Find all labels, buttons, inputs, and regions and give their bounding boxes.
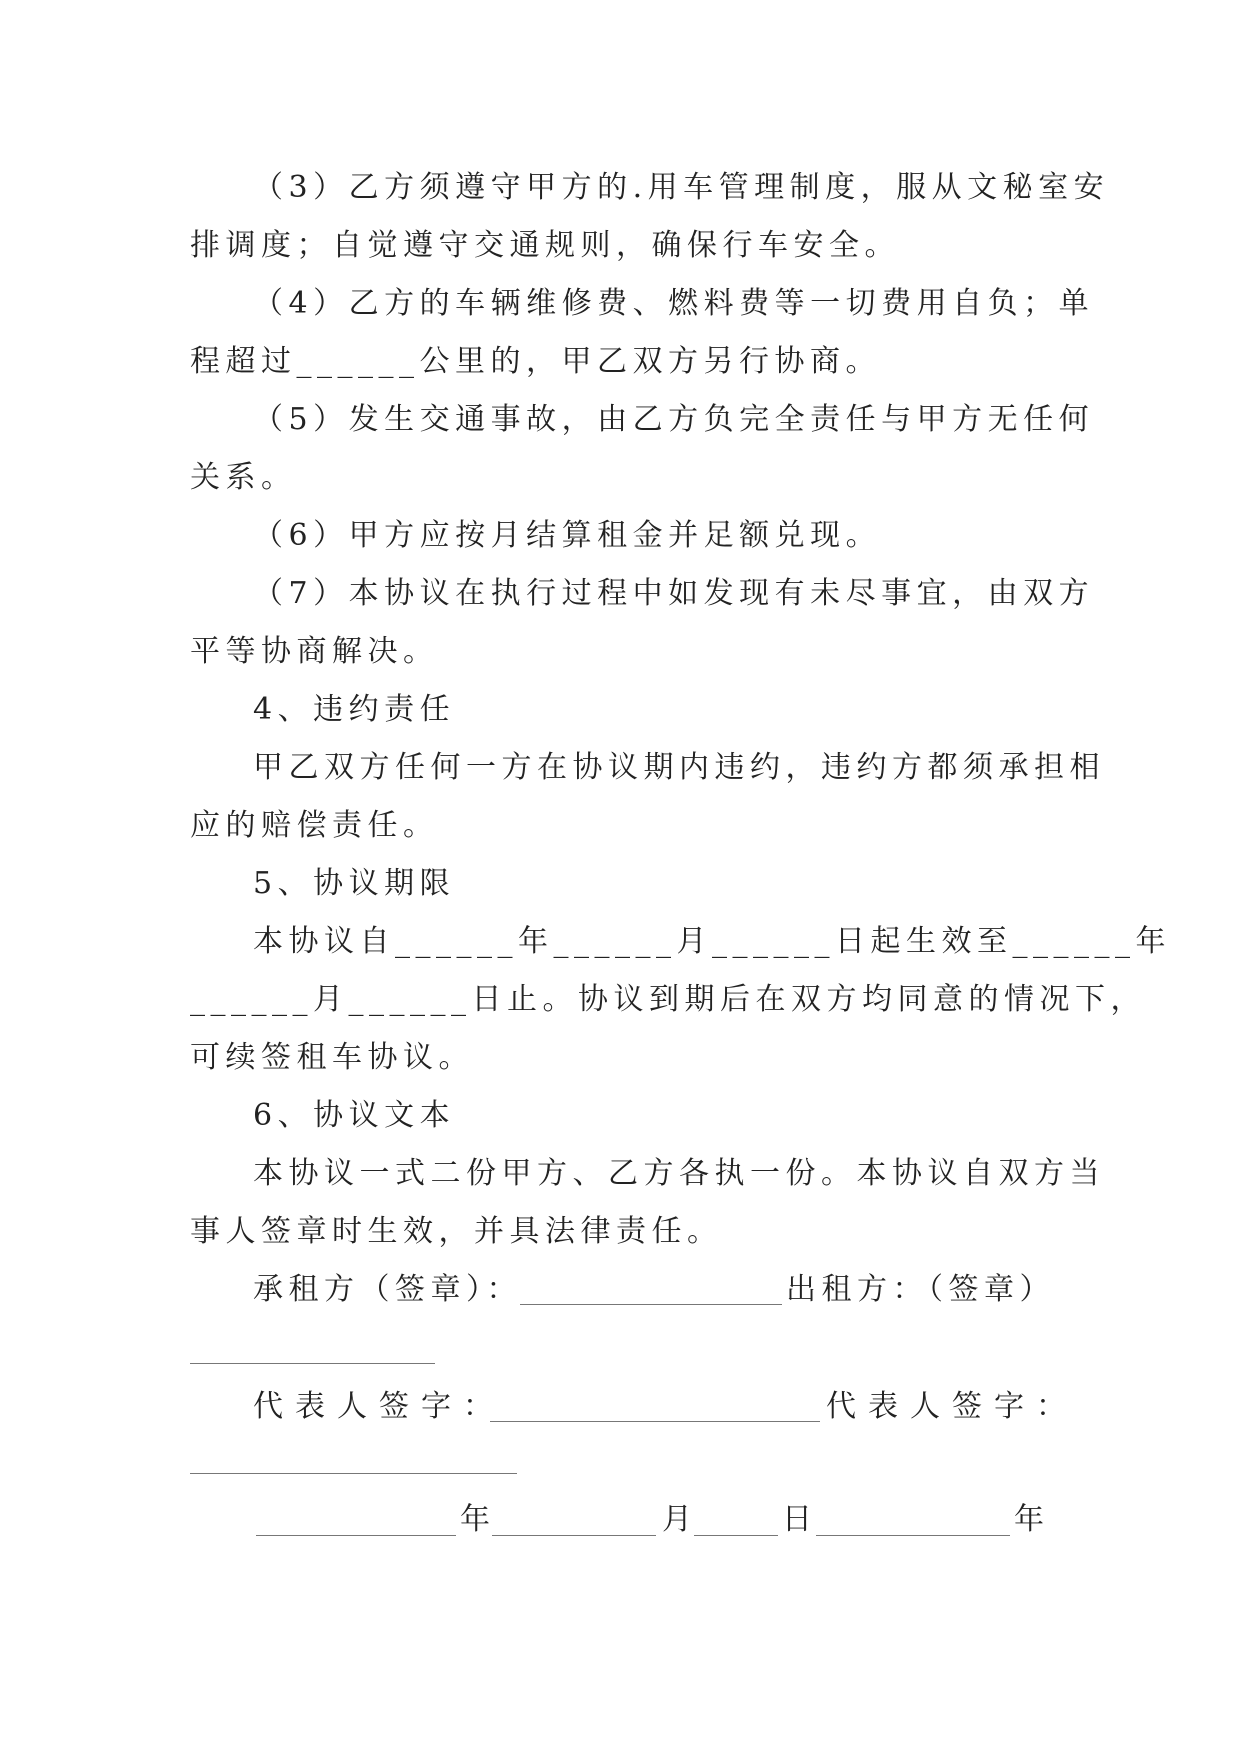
text-line-1: 本协议一式二份甲方、乙方各执一份。本协议自双方当: [253, 1156, 1105, 1191]
lessee-signature-line: [520, 1304, 782, 1305]
rep-label-right: 代表人签字：: [826, 1389, 1078, 1424]
day-label: 日: [782, 1502, 818, 1537]
item-3-line-1: （3）乙方须遵守甲方的.用车管理制度，服从文秘室安: [253, 170, 1110, 205]
year-blank-line: [256, 1535, 456, 1536]
year-label: 年: [460, 1502, 496, 1537]
rep-left-signature-line: [490, 1421, 820, 1422]
item-4-line-2: 程超过______公里的，甲乙双方另行协商。: [190, 344, 881, 379]
lessee-label: 承租方（签章）：: [253, 1272, 522, 1307]
text-heading: 6、协议文本: [253, 1098, 456, 1133]
breach-line-2: 应的赔偿责任。: [190, 808, 439, 843]
term-line-3: 可续签租车协议。: [190, 1040, 474, 1075]
item-7-line-2: 平等协商解决。: [190, 634, 439, 669]
year2-blank-line: [816, 1535, 1010, 1536]
breach-heading: 4、违约责任: [253, 692, 456, 727]
item-4-line-1: （4）乙方的车辆维修费、燃料费等一切费用自负；单: [253, 286, 1095, 321]
year2-label: 年: [1014, 1502, 1050, 1537]
rep-right-signature-line: [190, 1473, 517, 1474]
month-label: 月: [662, 1502, 698, 1537]
day-blank-line: [694, 1535, 778, 1536]
text-line-2: 事人签章时生效，并具法律责任。: [190, 1214, 723, 1249]
item-6-line-1: （6）甲方应按月结算租金并足额兑现。: [253, 518, 882, 553]
item-5-line-1: （5）发生交通事故，由乙方负完全责任与甲方无任何: [253, 402, 1095, 437]
item-7-line-1: （7）本协议在执行过程中如发现有未尽事宜，由双方: [253, 576, 1095, 611]
month-blank-line: [492, 1535, 656, 1536]
lessor-signature-line: [190, 1363, 435, 1364]
term-heading: 5、协议期限: [253, 866, 456, 901]
lessor-label: 出租方：（签章）: [786, 1272, 1055, 1307]
breach-line-1: 甲乙双方任何一方在协议期内违约，违约方都须承担相: [253, 750, 1105, 785]
rep-label-left: 代表人签字：: [253, 1389, 505, 1424]
term-line-2: ______月______日止。协议到期后在双方均同意的情况下，: [190, 982, 1146, 1017]
item-5-line-2: 关系。: [190, 460, 297, 495]
term-line-1: 本协议自______年______月______日起生效至______年: [253, 924, 1171, 959]
item-3-line-2: 排调度；自觉遵守交通规则，确保行车安全。: [190, 228, 900, 263]
